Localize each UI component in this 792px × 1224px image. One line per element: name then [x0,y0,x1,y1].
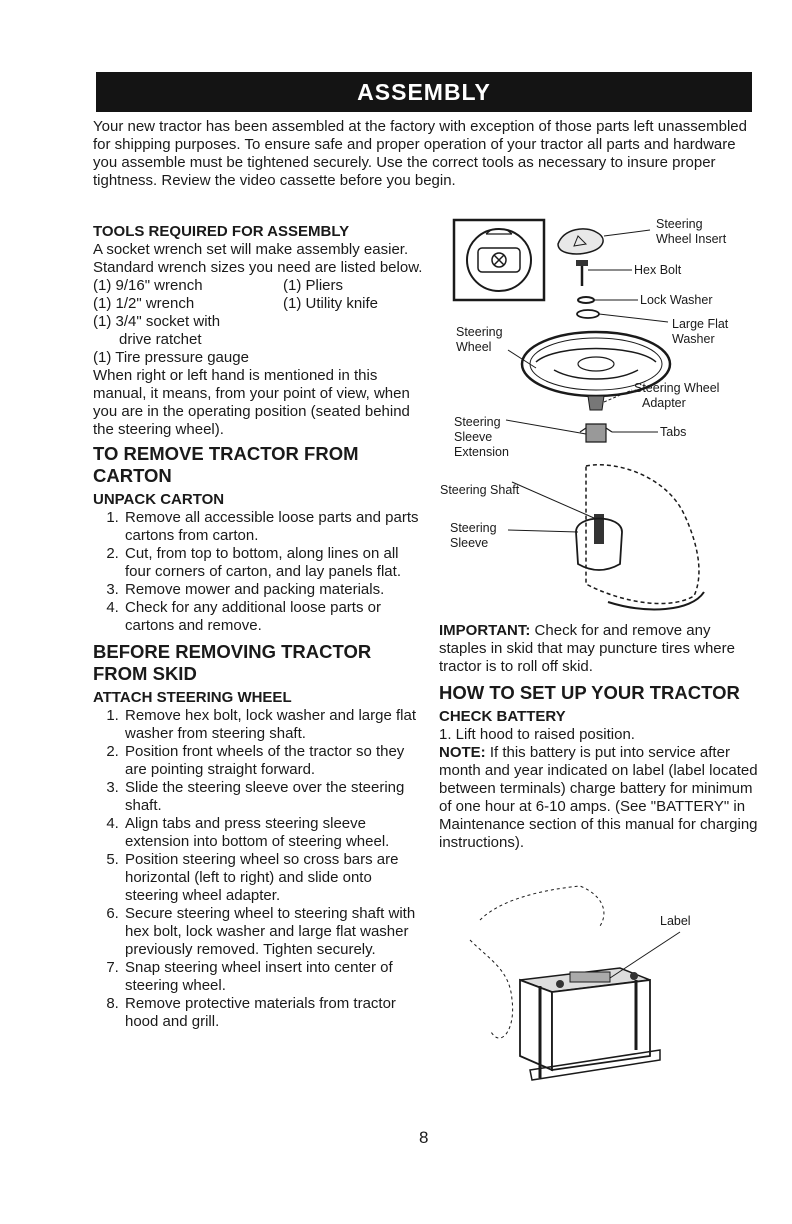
orientation-note: When right or left hand is mentioned in this manual, it means, from your point of view, when you are in the operating position (seated behind the steering wheel). [93,367,410,438]
important-label: IMPORTANT: [439,622,531,639]
step-item: 8. Remove protective materials from tractor hood and grill. [123,995,423,1031]
tools-text: A socket wrench set will make assembly easier. Standard wrench sizes you need are listed below. [93,241,423,276]
label-steering-wheel: Wheel [456,340,492,354]
step-item: 6. Secure steering wheel to steering shaft with hex bolt, lock washer and large flat washer previously removed. Tighten securely. [123,905,423,959]
label-tabs: Tabs [660,425,687,439]
unpack-carton-subheading: UNPACK CARTON [93,491,225,508]
important-note [439,622,759,676]
lock-washer-part [578,297,594,303]
step-item: 1. Remove hex bolt, lock washer and large flat washer from steering shaft. [123,707,423,743]
terminal-icon [630,972,638,980]
battery-figure [460,880,720,1090]
hood-outline [480,886,604,926]
label-wheel-adapter: Steering Wheel [634,381,720,395]
label-wheel-insert: Steering [656,217,703,231]
left-column [93,222,423,1031]
step-item: 1. Remove all accessible loose parts and parts cartons from carton. [123,509,423,545]
important-text: Check for and remove any staples in skid that may puncture tires where tractor is to roll off skid. [439,622,735,675]
tool-item: (1) 1/2" wrench [93,295,195,312]
label-steering-sleeve: Steering [450,521,497,535]
terminal-icon [556,980,564,988]
label-steering-sleeve: Sleeve [450,536,489,550]
label-large-flat-washer: Washer [672,332,715,346]
tools-list [93,277,423,331]
wheel-insert-part [558,229,603,254]
tool-item: (1) Pliers [283,277,344,294]
label-steering-shaft: Steering Shaft [440,483,520,497]
flat-washer-part [577,310,599,318]
tools-heading: TOOLS REQUIRED FOR ASSEMBLY [93,223,350,240]
label-sleeve-extension: Sleeve [454,430,493,444]
label-sleeve-extension: Steering [454,415,501,429]
label-sleeve-extension: Extension [454,445,509,459]
wheel-adapter-part [588,396,604,410]
step-item: 3. Slide the steering sleeve over the steering shaft. [123,779,423,815]
label-steering-wheel: Steering [456,325,503,339]
tool-item [283,313,423,331]
tool-item: (1) 3/4" socket with [93,313,221,330]
remove-carton-heading: TO REMOVE TRACTOR FROM CARTON [93,443,359,486]
right-column [439,622,759,852]
label-large-flat-washer: Large Flat [672,317,729,331]
label-lock-washer: Lock Washer [640,293,713,307]
check-battery-subheading: CHECK BATTERY [439,708,566,725]
tool-item: (1) 9/16" wrench [93,277,203,294]
battery-label-sticker [570,972,610,982]
step-item: 2. Position front wheels of the tractor so they are pointing straight forward. [123,743,423,779]
note-text: If this battery is put into service after month and year indicated on label (label located between terminals) charge battery for minimum of one hour at 6-10 amps. (See "BATTERY" in Maintenance section of this manual for charging instructions). [439,744,758,851]
sleeve-extension-part [586,424,606,442]
battery-side [520,980,552,1070]
note-label: NOTE: [439,744,486,761]
step-item: 3. Remove mower and packing materials. [123,581,423,599]
tool-item-continuation: drive ratchet [119,331,202,348]
setup-heading: HOW TO SET UP YOUR TRACTOR [439,682,740,703]
steering-assembly-figure [436,214,766,614]
label-wheel-insert: Wheel Insert [656,232,727,246]
section-banner: ASSEMBLY [96,72,752,112]
step-item: 2. Cut, from top to bottom, along lines on all four corners of carton, and lay panels flat. [123,545,423,581]
intro-paragraph: Your new tractor has been assembled at the factory with exception of those parts left unassembled for shipping purposes. To ensure safe and proper operation of your tractor all parts and hardware you assemble must be tightened securely. Use the correct tools as necessary to insure proper tightness. Review the video cassette before you begin. [93,118,747,189]
unpack-steps [93,509,423,635]
before-skid-heading: BEFORE REMOVING TRACTOR FROM SKID [93,641,372,684]
steering-steps [93,707,423,1031]
label-battery-label: Label [660,914,691,928]
battery-step: 1. Lift hood to raised position. [439,726,635,743]
label-wheel-adapter: Adapter [642,396,686,410]
step-item: 7. Snap steering wheel insert into center of steering wheel. [123,959,423,995]
page-number: 8 [419,1128,429,1147]
label-hex-bolt: Hex Bolt [634,263,682,277]
step-item: 4. Check for any additional loose parts or cartons and remove. [123,599,423,635]
tool-item: (1) Utility knife [283,295,379,312]
tool-item: (1) Tire pressure gauge [93,349,249,366]
step-item: 5. Position steering wheel so cross bars are horizontal (left to right) and slide onto steering wheel adapter. [123,851,423,905]
step-item: 4. Align tabs and press steering sleeve extension into bottom of steering wheel. [123,815,423,851]
battery-note [439,744,759,852]
attach-steering-subheading: ATTACH STEERING WHEEL [93,689,292,706]
